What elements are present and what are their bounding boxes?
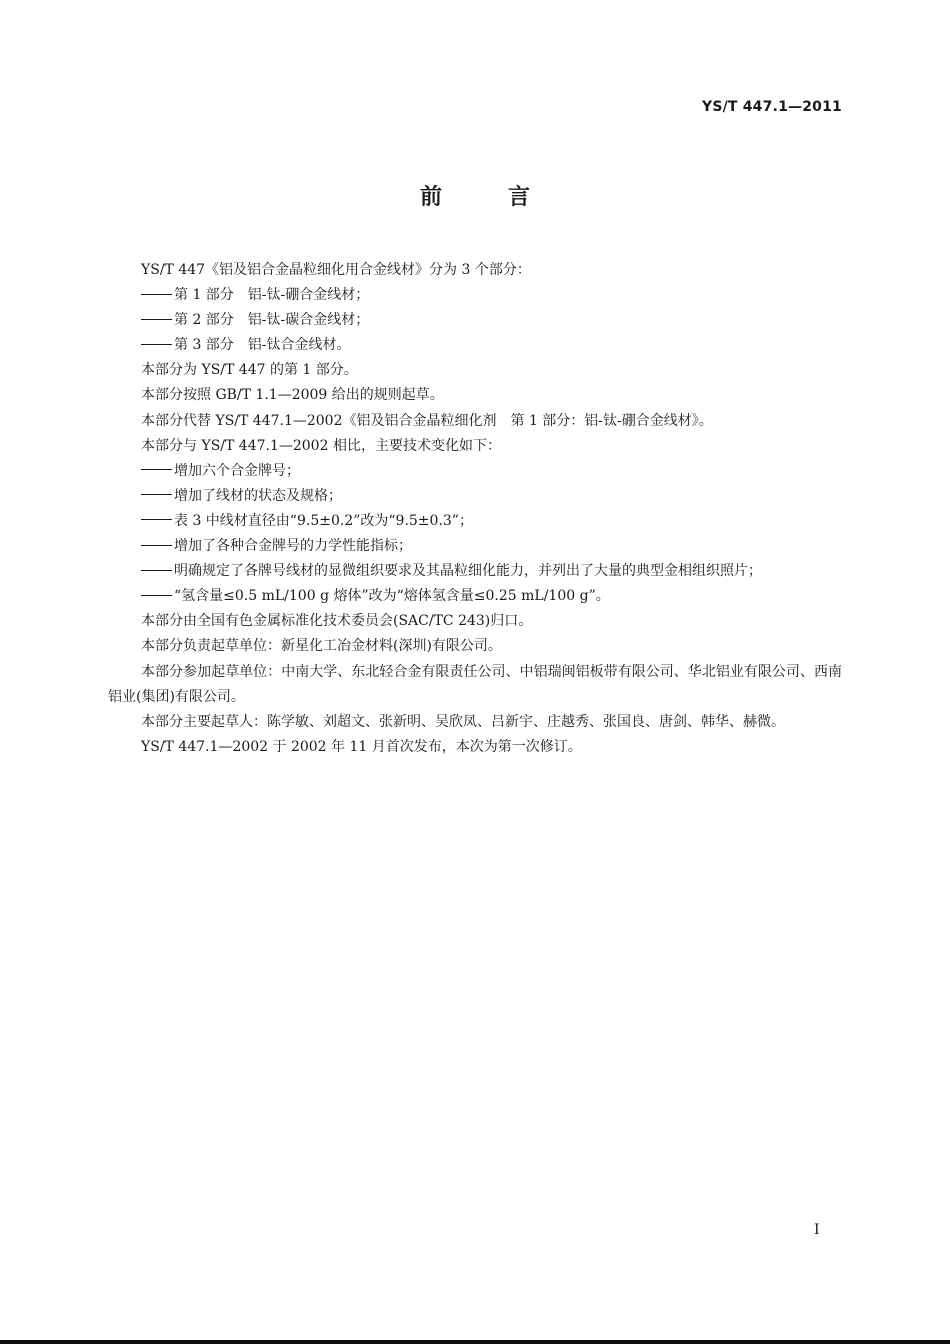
dash-bullet (141, 509, 174, 534)
list-item (141, 308, 842, 333)
list-item-text: 增加了各种合金牌号的力学性能指标； (174, 538, 412, 555)
list-item-text: 增加六个合金牌号； (174, 462, 300, 479)
dash-bullet (141, 559, 174, 584)
list-item (141, 509, 842, 534)
paragraph: 本部分参加起草单位：中南大学、东北轻合金有限责任公司、中铝瑞闽铝板带有限公司、华北铝业有限公司、西南铝业(集团)有限公司。 (108, 663, 842, 705)
list-item-text: 第 3 部分 铝-钛合金线材。 (174, 337, 351, 354)
page-bottom-rule (0, 1340, 950, 1344)
list-item (141, 534, 842, 559)
paragraph: 本部分与 YS/T 447.1—2002 相比，主要技术变化如下： (141, 437, 501, 454)
paragraph: 本部分按照 GB/T 1.1—2009 给出的规则起草。 (141, 387, 444, 404)
standard-number: YS/T 447.1—2011 (701, 99, 842, 115)
dash-bullet (141, 283, 174, 308)
page-number: I (814, 1222, 820, 1238)
list-item-text: 表 3 中线材直径由“9.5±0.2”改为“9.5±0.3”； (174, 512, 473, 529)
dash-bullet (141, 308, 174, 333)
list-item (141, 283, 842, 308)
list-item (141, 459, 842, 484)
paragraph: YS/T 447《铝及铝合金晶粒细化用合金线材》分为 3 个部分： (141, 262, 531, 278)
paragraph: 本部分主要起草人：陈学敏、刘超文、张新明、吴欣凤、吕新宇、庄越秀、张国良、唐剑、韩华、赫微。 (141, 713, 785, 730)
paragraph: 本部分代替 YS/T 447.1—2002《铝及铝合金晶粒细化剂 第 1 部分：铝-钛-硼合金线材》。 (141, 412, 713, 429)
list-item-text: 第 2 部分 铝-钛-碳合金线材； (174, 312, 370, 329)
title-char-2: 言 (508, 185, 531, 210)
list-item (141, 484, 842, 509)
foreword-body (108, 258, 842, 760)
paragraph: YS/T 447.1—2002 于 2002 年 11 月首次发布，本次为第一次修订。 (141, 738, 582, 755)
dash-bullet (141, 584, 174, 609)
dash-bullet (141, 484, 174, 509)
list-item (141, 333, 842, 358)
dash-bullet (141, 333, 174, 358)
dash-bullet (141, 534, 174, 559)
title-char-1: 前 (419, 185, 442, 210)
page-title (0, 180, 950, 211)
list-item-text: “氢含量≤0.5 mL/100 g 熔体”改为“熔体氢含量≤0.25 mL/100 g”。 (174, 588, 610, 605)
list-item (141, 559, 842, 584)
list-item (141, 584, 842, 609)
list-item-text: 增加了线材的状态及规格； (174, 487, 342, 504)
list-item-text: 第 1 部分 铝-钛-硼合金线材； (174, 287, 370, 304)
paragraph: 本部分为 YS/T 447 的第 1 部分。 (141, 362, 358, 379)
list-item-text: 明确规定了各牌号线材的显微组织要求及其晶粒细化能力，并列出了大量的典型金相组织照片； (174, 563, 762, 580)
dash-bullet (141, 459, 174, 484)
paragraph: 本部分由全国有色金属标准化技术委员会(SAC/TC 243)归口。 (141, 613, 533, 630)
paragraph: 本部分负责起草单位：新星化工冶金材料(深圳)有限公司。 (141, 638, 502, 655)
